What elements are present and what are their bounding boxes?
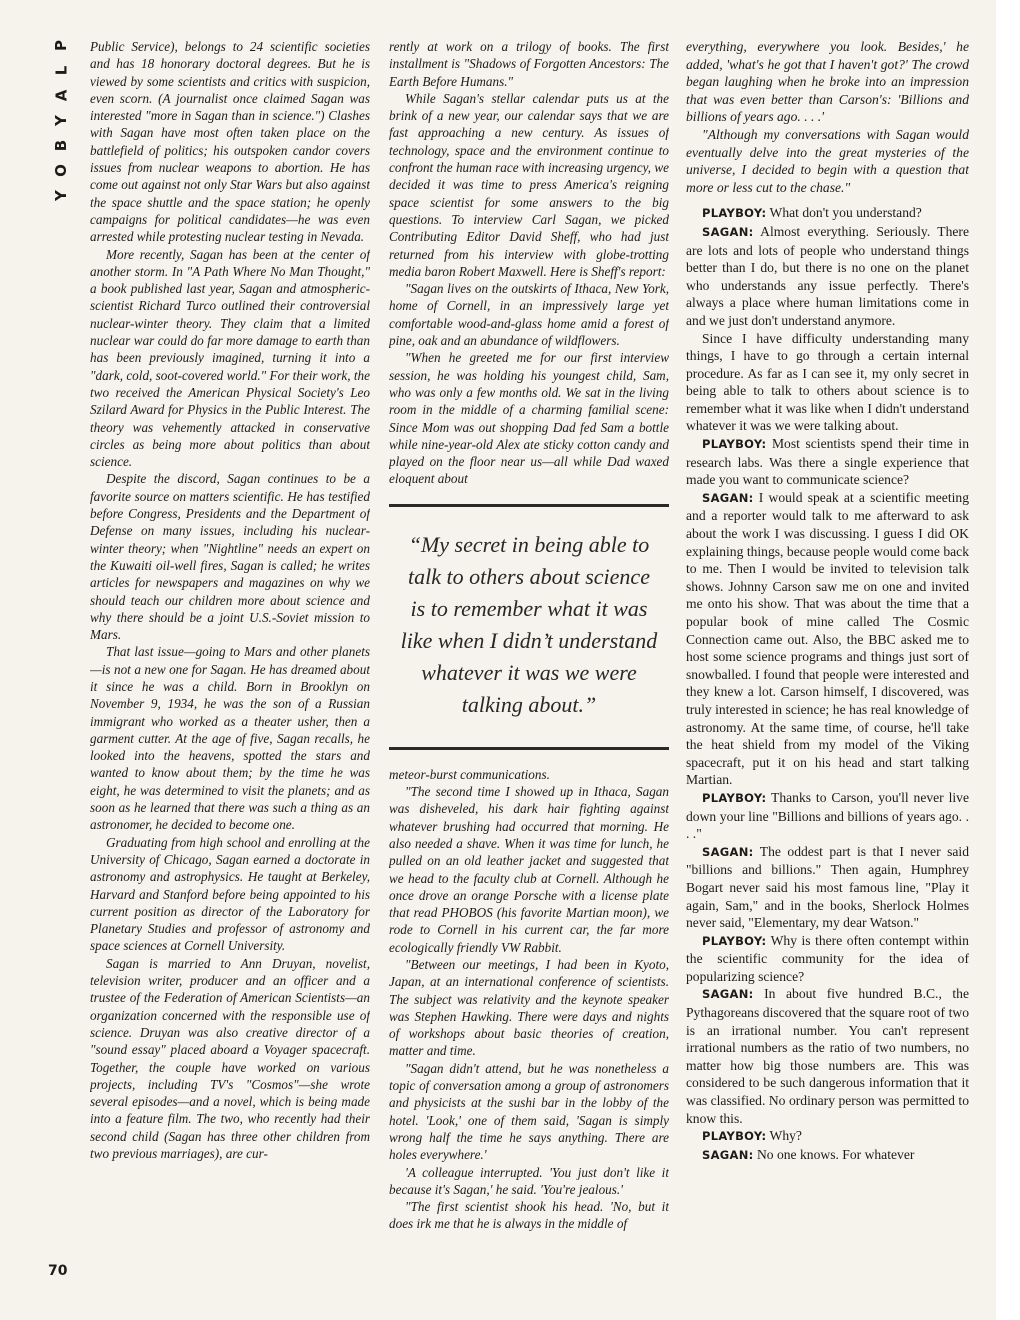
qa-paragraph [686,1146,969,1165]
paragraph: "The first scientist shook his head. 'No, but it does irk me that he is always in the middle of [389,1199,669,1232]
interview-qa [686,204,969,1164]
speaker-label: PLAYBOY: [702,1129,767,1144]
paragraph: Sagan is married to Ann Druyan, novelist, television writer, producer and an officer and a trustee of the Federation of American Scientists—an organization concerned with the responsible use of science. Druyan was also creative director of a "sound essay" placed aboard a Voyager spacecraft. Together, the couple have worked on various projects, including TV's "Cosmos"—she wrote several episodes—and a novel, which is being made into a feature film. The two, who recently had their second child (Sagan has three other children from two previous marriages), are cur- [90,955,370,1161]
paragraph: 'A colleague interrupted. 'You just don't like it because it's Sagan,' he said. 'You're jealous.' [389,1164,669,1197]
qa-text: Most scientists spend their time in research labs. Was there a single experience that made you want to communicate science? [686,436,969,488]
qa-paragraph [686,204,969,223]
qa-text: What don't you understand? [769,205,922,221]
column-middle-top [389,38,669,488]
paragraph: Despite the discord, Sagan continues to be a favorite source on matters scientific. He has testified before Congress, Presidents and the Department of Defense on many issues, including his nuclear-winter theory; when "Nightline" needs an expert on the Kuwaiti oil-well fires, Sagan is called; he writes articles for newspapers and magazines on why we should teach our children more about science and why there should be a joint U.S.-Soviet mission to Mars. [90,471,370,643]
speaker-label: SAGAN: [702,987,754,1002]
paragraph: "Sagan lives on the outskirts of Ithaca, New York, home of Cornell, in an impressively large yet comfortable wood-and-glass home amid a forest of pine, oak and an abundance of wildflowers. [389,281,669,349]
speaker-label: SAGAN: [702,844,754,859]
qa-text: I would speak at a scientific meeting and a reporter would talk to me afterward to ask about the work I was discussing. I guess I did OK explaining things, because people would come back to me. Then I would be invited to television talk shows. Johnny Carson saw me on one and invited me onto his show. That was about the time that a popular book of mine called The Cosmic Connection came out. Also, the BBC asked me to host some science programs and things just sort of snowballed. I found that people were interested and they knew a lot. Carson himself, I discovered, was truly interested in science; he has real knowledge of astronomy. At the same time, of course, he'll take the heat shield from my model of the Viking spacecraft, put it on his head and start talking Martian. [686,489,969,788]
paragraph: More recently, Sagan has been at the center of another storm. In "A Path Where No Man Thought," a book published last year, Sagan and atmospheric-scientist Richard Turco outlined their controversial nuclear-winter theory. They claim that a limited nuclear war could do far more damage to earth than has been previously imagined, turning it into a "dark, cold, soot-covered world." For their work, the two received the American Physical Society's Leo Szilard Award for Physics in the Public Interest. The theory was vehemently attacked in conservative circles as being more about politics than about science. [90,246,370,470]
speaker-label: PLAYBOY: [702,790,767,805]
paragraph: rently at work on a trilogy of books. The first installment is "Shadows of Forgotten Ancestors: The Earth Before Humans." [389,39,669,89]
speaker-label: PLAYBOY: [702,437,767,452]
masthead-letter: Y [52,114,70,126]
qa-paragraph [686,1127,969,1146]
qa-paragraph [686,789,969,843]
qa-text: No one knows. For whatever [756,1146,915,1162]
qa-paragraph [686,843,969,932]
speaker-label: PLAYBOY: [702,206,767,221]
page-margin [996,0,1020,1320]
qa-text: In about five hundred B.C., the Pythagoreans discovered that the square root of two is an irrational number. You can't represent irrational numbers as the ratio of two numbers, no matter how big those numbers are. This was considered to be such dangerous information that it was classified. No ordinary person was permitted to know this. [686,986,969,1126]
qa-paragraph [686,932,969,986]
column-right [686,38,969,1278]
paragraph: everything, everywhere you look. Besides,' he added, 'what's he got that I haven't got?' The crowd began laughing when he broke into an impression that was even better than Carson's: 'Billions and billions of years ago. . . .' [686,39,969,125]
masthead-vertical [50,36,72,204]
masthead-letter: L [52,64,70,76]
qa-text: Why is there often contempt within the scientific community for the idea of popularizing science? [686,932,969,984]
speaker-label: SAGAN: [702,1147,754,1162]
speaker-label: SAGAN: [702,490,754,505]
paragraph: While Sagan's stellar calendar puts us at the brink of a new year, our calendar says that we are fast approaching a new century. As issues of technology, space and the environment continue to confront the human race with increasing urgency, we decided it was time to press America's reigning space scientist for some answers to the big questions. To interview Carl Sagan, we picked Contributing Editor David Sheff, who had just returned from his interview with globe-trotting media baron Robert Maxwell. Here is Sheff's report: [389,90,669,279]
qa-text: The oddest part is that I never said "billions and billions." Then again, Humphrey Bogart never said his most famous line, "Play it again, Sam," and in the books, Sherlock Holmes never said, "Elementary, my dear Watson." [686,843,969,931]
paragraph: meteor-burst communications. [389,766,550,782]
masthead-letter: A [51,88,70,102]
masthead-letter: Y [52,189,70,201]
masthead-letter: O [51,163,70,177]
paragraph: Graduating from high school and enrolling at the University of Chicago, Sagan earned a doctorate in astronomy and astrophysics. He taught at Berkeley, Harvard and Stanford before being appointed to his current position as director of the Laboratory for Planetary Studies and professor of astronomy and space sciences at Cornell University. [90,834,370,954]
intro-continued [686,38,969,196]
qa-text: Almost everything. Seriously. There are lots and lots of people who understand things better than I do, but there is no one on the planet who understands any issue perfectly. There's always a place where human limitations come in and we just don't understand anymore. [686,223,969,328]
column-middle [389,38,669,1278]
paragraph: "The second time I showed up in Ithaca, Sagan was disheveled, his dark hair fighting against whatever brushing had occurred that morning. He also needed a shave. When it was time for lunch, he pulled on an old leather jacket and suggested that we head to the faculty club at Cornell. Although he once drove an orange Porsche with a license plate that read PHOBOS (his favorite Martian moon), we rode to Cornell in his current car, the far more ecologically friendly VW Rabbit. [389,784,669,955]
paragraph: "Although my conversations with Sagan would eventually delve into the great mysteries of the universe, I decided to begin with a question that more or less cut to the chase." [686,126,969,195]
column-middle-bottom [389,766,669,1233]
paragraph: That last issue—going to Mars and other planets—is not a new one for Sagan. He has dreamed about it since he was a child. Born in Brooklyn on November 9, 1934, he was the son of a Russian immigrant who worked as a theater usher, then a garment cutter. At the age of five, Sagan recalls, he looked into the heavens, spotted the stars and wanted to know about them; by the time he was eight, he was determined to visit the planets; and as soon as he learned that there was such a thing as an astronomer, he decided to become one. [90,644,370,833]
qa-text: Thanks to Carson, you'll never live down your line "Billions and billions of years ago. . . ." [686,789,969,842]
speaker-label: PLAYBOY: [702,933,767,948]
qa-paragraph [686,435,969,489]
page-number: 70 [48,1263,68,1279]
paragraph: "When he greeted me for our first interview session, he was holding his youngest child, Sam, who was only a few months old. We sat in the living room in the middle of a charming familial scene: Since Mom was out shopping Dad fed Sam a bottle while nine-year-old Alex ate sticky cotton candy and played on the floor near us—all while Dad waxed eloquent about [389,350,669,487]
qa-paragraph [686,330,969,436]
qa-paragraph [686,489,969,789]
masthead-letter: B [52,138,70,152]
masthead-letter: P [52,39,70,51]
pull-quote: “My secret in being able to talk to others about science is to remember what it was like when I didn’t understand whatever it was we were talking about.” [389,504,669,750]
qa-text: Why? [769,1128,802,1144]
qa-paragraph [686,985,969,1127]
paragraph: "Sagan didn't attend, but he was nonetheless a topic of conversation among a group of astronomers and physicists at the sushi bar in the lobby of the hotel. 'Look,' one of them said, 'Sagan is simply wrong half the time he says anything. There are holes everywhere.' [389,1060,669,1163]
qa-text: Since I have difficulty understanding many things, I have to go through a certain internal procedure. As far as I can see it, my only secret in being able to talk to others about science is to remember what it was like when I didn't understand whatever it was we were talking about. [686,330,969,434]
speaker-label: SAGAN: [702,224,754,239]
paragraph: Public Service), belongs to 24 scientific societies and has 18 honorary doctoral degrees. But he is viewed by some scientists and critics with suspicion, even scorn. (A journalist once claimed Sagan was interested "more in Sagan than in science.") Clashes with Sagan have most often taken place on the battlefield of politics; his outspoken candor covers issues from nuclear weapons to abortion. He has come out against not only Star Wars but also against the space shuttle and the space station; he openly campaigns for political candidates—he was even arrested while protesting nuclear testing in Nevada. [90,39,370,245]
qa-paragraph [686,223,969,330]
column-left [90,38,370,1278]
paragraph: "Between our meetings, I had been in Kyoto, Japan, at an international conference of scientists. The subject was relativity and the keynote speaker was Stephen Hawking. There were days and nights of workshops about basic theories of creation, matter and time. [389,956,669,1059]
